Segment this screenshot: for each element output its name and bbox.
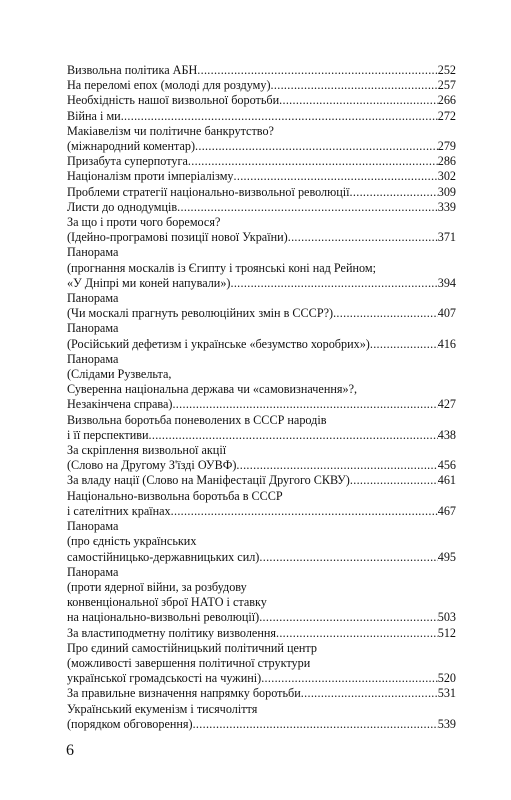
toc-page-number: 438 [437,427,456,442]
toc-page-number: 407 [437,306,456,321]
toc-entry-title: і її перспективи [67,427,149,442]
dot-leader [171,504,438,519]
toc-entry-last-line [67,610,456,625]
toc-entry-last-line [67,78,456,93]
toc-entry [67,109,456,124]
dot-leader [259,550,437,565]
toc-entry-title: Війна і ми [67,108,121,123]
toc-entry-title: самостійницько-державницьких сил) [67,549,260,564]
dot-leader [333,306,438,321]
toc-entry-line: Визвольна боротьба поневолених в СССР народів [67,412,327,427]
toc-entry-last-line [67,671,456,686]
toc-entry-last-line [67,139,456,154]
toc-entry-last-line [67,428,456,443]
toc-entry-line: Суверенна національна держава чи «самовизначення»?, [67,382,358,397]
toc-entry-line: Панорама [67,291,119,306]
dot-leader [301,686,438,701]
toc-entry-line: Національно-визвольна боротьба в СССР [67,488,283,503]
toc-entry-last-line [67,717,456,732]
toc-page-number: 416 [437,336,456,351]
toc-entry-last-line [67,626,456,641]
toc-entry-title: Листи до однодумців [67,199,178,214]
toc-entry-line: (проти ядерної війни, за розбудову [67,579,247,594]
toc-entry [67,63,456,78]
toc-entry-line: За скріплення визвольної акції [67,443,227,458]
toc-entry [67,641,456,687]
dot-leader [261,671,438,686]
toc-entry [67,686,456,701]
toc-entry-title: Проблеми стратегії національно-визвольної революції [67,184,350,199]
toc-entry-last-line [67,686,456,701]
toc-entry-last-line [67,200,456,215]
toc-entry-title: української громадськості на чужині) [67,671,262,686]
toc-entry-last-line [67,109,456,124]
toc-entry-last-line [67,93,456,108]
toc-entry-last-line [67,154,456,169]
toc-entry-last-line [67,306,456,321]
dot-leader [271,78,438,93]
dot-leader [230,276,437,291]
toc-entry-title: на національно-визвольні революції) [67,610,260,625]
toc-entry-line: Панорама [67,351,119,366]
toc-page-number: 461 [437,473,456,488]
table-of-contents [67,63,456,732]
toc-entry-line: Панорама [67,564,119,579]
toc-entry [67,78,456,93]
toc-entry-line: Український екуменізм і тисячоліття [67,701,258,716]
toc-entry-line: Панорама [67,519,119,534]
dot-leader [121,109,438,124]
toc-entry-title: Націоналізм проти імперіалізму [67,169,234,184]
toc-page-number: 427 [437,397,456,412]
toc-entry-title: (Російський дефетизм і українське «безумство хоробрих») [67,336,370,351]
toc-entry-title: і сателітних країнах [67,503,171,518]
toc-entry-title: На переломі епох (молоді для роздуму) [67,78,271,93]
toc-entry [67,565,456,626]
toc-entry-line: (про єдність українських [67,534,197,549]
dot-leader [370,337,438,352]
toc-page-number: 286 [437,154,456,169]
toc-entry [67,200,456,215]
toc-entry [67,321,456,351]
toc-entry-last-line [67,504,456,519]
toc-page-number: 257 [437,78,456,93]
dot-leader [195,139,438,154]
toc-entry-title: (Чи москалі прагнуть революційних змін в СССР?) [67,306,334,321]
dot-leader [234,169,438,184]
toc-entry-title: (порядком обговорення) [67,716,193,731]
dot-leader [149,428,438,443]
toc-page-number: 371 [437,230,456,245]
toc-entry-line: конвенціональної зброї НАТО і ставку [67,595,267,610]
dot-leader [172,397,437,412]
dot-leader [279,93,438,108]
toc-entry-last-line [67,550,456,565]
toc-entry-title: (міжнародний коментар) [67,139,196,154]
toc-entry-line: Макіавелізм чи політичне банкрутство? [67,123,274,138]
toc-entry-title: Необхідність нашої визвольної боротьби [67,93,280,108]
toc-entry-last-line [67,169,456,184]
toc-entry [67,154,456,169]
toc-entry [67,215,456,245]
toc-entry-line: (прогнання москалів із Єгипту і троянські коні над Рейном; [67,260,376,275]
toc-entry-title: «У Дніпрі ми коней напували») [67,275,231,290]
toc-page-number: 495 [437,549,456,564]
toc-entry-last-line [67,397,456,412]
toc-entry [67,626,456,641]
toc-entry-line: Панорама [67,321,119,336]
toc-entry-title: Призабута суперпотуга [67,154,188,169]
toc-entry-title: (Ідейно-програмові позиції нової України) [67,230,288,245]
dot-leader [259,610,438,625]
toc-entry [67,702,456,732]
toc-entry [67,93,456,108]
toc-entry [67,473,456,488]
toc-entry-title: За владу нації (Слово на Маніфестації Другого СКВУ) [67,473,350,488]
toc-entry-title: За правильне визначення напрямку боротьби [67,686,301,701]
toc-entry-line: За що і проти чого боремося? [67,215,221,230]
toc-page-number: 394 [437,275,456,290]
dot-leader [288,230,438,245]
dot-leader [350,185,438,200]
dot-leader [236,458,437,473]
toc-entry-title: Визвольна політика АБН [67,63,198,77]
dot-leader [188,154,438,169]
toc-entry [67,245,456,291]
toc-entry [67,124,456,154]
dot-leader [193,717,438,732]
toc-entry-last-line [67,337,456,352]
toc-entry [67,489,456,519]
toc-entry-line: (можливості завершення політичної структури [67,655,311,670]
toc-page-number: 339 [437,199,456,214]
toc-entry [67,519,456,565]
toc-entry-line: Панорама [67,245,119,260]
toc-page-number: 520 [437,671,456,686]
toc-page-number: 266 [437,93,456,108]
toc-entry-line: (Слідами Рузвельта, [67,367,172,382]
toc-entry-last-line [67,185,456,200]
toc-entry-last-line [67,458,456,473]
toc-page-number: 309 [437,184,456,199]
toc-entry [67,413,456,443]
toc-entry-title: За властиподметну політику визволення [67,625,276,640]
toc-entry-last-line [67,473,456,488]
toc-entry-last-line [67,276,456,291]
toc-entry-title: (Слово на Другому З'їзді ОУВФ) [67,458,237,473]
dot-leader [350,473,438,488]
toc-page-number: 512 [437,625,456,640]
toc-entry [67,169,456,184]
toc-entry [67,352,456,413]
toc-page-number: 279 [437,139,456,154]
toc-page-number: 272 [437,108,456,123]
toc-page-number: 531 [437,686,456,701]
toc-entry [67,443,456,473]
toc-page-number: 302 [437,169,456,184]
toc-entry-line: Про єдиний самостійницький політичний центр [67,640,317,655]
toc-entry-last-line [67,63,456,78]
toc-page-number: 456 [437,458,456,473]
dot-leader [276,626,438,641]
page-number: 6 [66,742,74,759]
toc-page-number: 467 [437,503,456,518]
toc-entry [67,291,456,321]
dot-leader [177,200,438,215]
toc-page-number: 252 [437,63,456,77]
toc-entry-last-line [67,230,456,245]
toc-page-number: 539 [437,716,456,731]
toc-page-number: 503 [437,610,456,625]
toc-entry-title: Незакінчена справа) [67,397,173,412]
dot-leader [197,63,437,78]
toc-entry [67,185,456,200]
